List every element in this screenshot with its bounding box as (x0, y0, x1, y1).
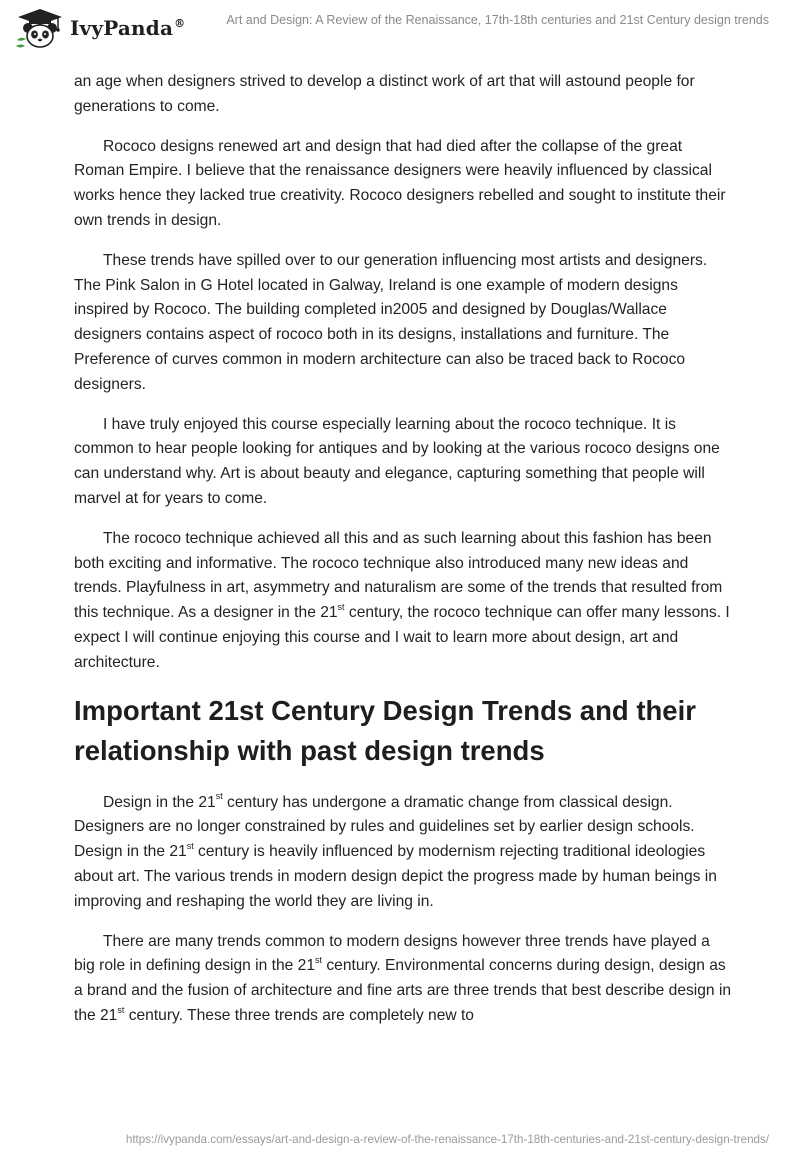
paragraph-7: There are many trends common to modern designs however three trends have played a big role in defining design in the 21st century. Environmental concerns during design, design as a brand and the fusion of architecture and fine arts are three trends that best describe design in the 21st century. These three trends are completely new to (74, 932, 732, 1024)
section-heading: Important 21st Century Design Trends and their relationship with past design trends (74, 694, 696, 766)
brand-logo[interactable] (14, 6, 185, 50)
paragraph-4: I have truly enjoyed this course especially learning about the rococo technique. It is common to hear people looking for antiques and by looking at the various rococo designs one can understand why. Art is about beauty and elegance, capturing something that people will marvel at for years to come. (74, 415, 720, 507)
brand-name: IvyPanda® (70, 16, 186, 40)
paragraph-2: Rococo designs renewed art and design that had died after the collapse of the great Roman Empire. I believe that the renaissance designers were heavily influenced by classical works hence they lacked true creativity. Rococo designers rebelled and sought to institute their own trends in design. (74, 137, 726, 229)
source-url[interactable]: https://ivypanda.com/essays/art-and-design-a-review-of-the-renaissance-17th-18th-centuries-and-21st-century-design-trends/ (125, 1133, 769, 1146)
page-header (0, 0, 800, 62)
paragraph-3: These trends have spilled over to our generation influencing most artists and designers. The Pink Salon in G Hotel located in Galway, Ireland is one example of modern designs inspired by Rococo. The building completed in2005 and designed by Douglas/Wallace designers contains aspect of rococo both in its designs, installations and furniture. The Preference of curves common in modern architecture can also be traced back to Rococo designers. (74, 251, 708, 393)
paragraph-5: The rococo technique achieved all this and as such learning about this fashion has been both exciting and informative. The rococo technique also introduced many new ideas and trends. Playfulness in art, asymmetry and naturalism are some of the trends that resulted from this technique. As a designer in the 21st century, the rococo technique can offer many lessons. I expect I will continue enjoying this course and I wait to learn more about design, art and architecture. (74, 529, 730, 671)
running-title: Art and Design: A Review of the Renaissance, 17th-18th centuries and 21st Century design trends (226, 13, 769, 27)
paragraph-6: Design in the 21st century has undergone a dramatic change from classical design. Designers are no longer constrained by rules and guidelines set by earlier design schools. Design in the 21st century is heavily influenced by modernism rejecting traditional ideologies about art. The various trends in modern design depict the progress made by human beings in improving and reshaping the world they are living in. (74, 791, 717, 910)
essay-body (74, 70, 734, 1044)
paragraph-1: an age when designers strived to develop a distinct work of art that will astound people for generations to come. (74, 73, 695, 115)
panda-graduation-cap-icon (14, 6, 66, 50)
